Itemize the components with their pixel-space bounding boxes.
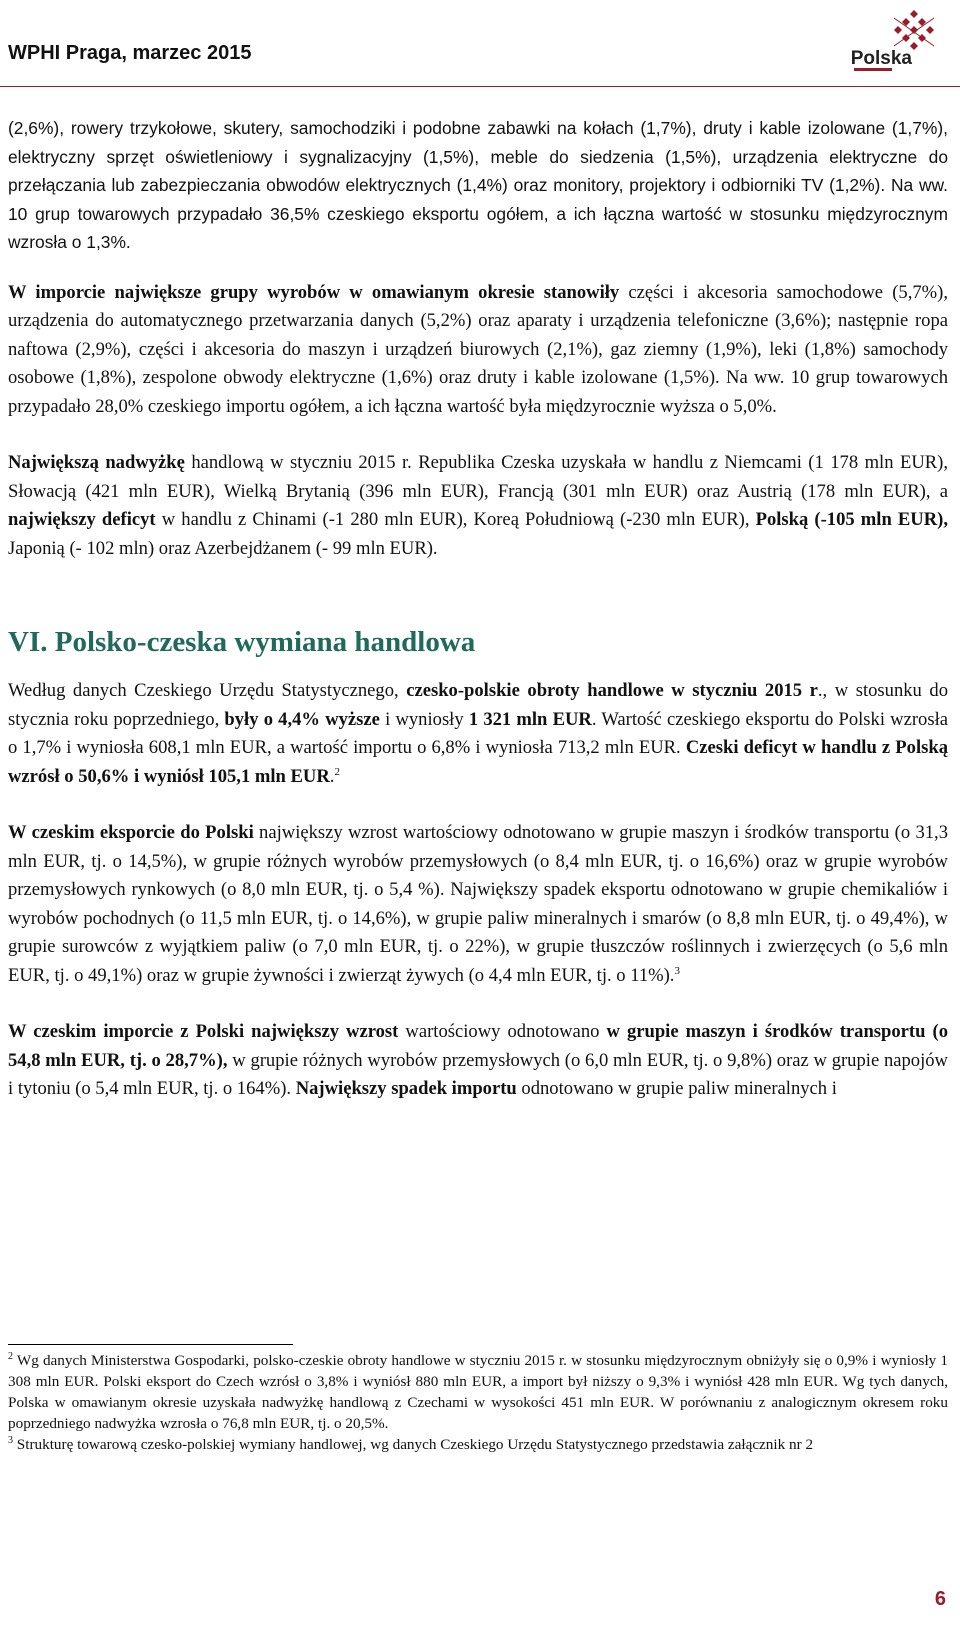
footnotes [8, 1350, 948, 1455]
header-title: WPHI Praga, marzec 2015 [8, 42, 252, 64]
paragraph-2-bold: W imporcie największe grupy wyrobów w omawianym okresie stanowiły [8, 281, 620, 303]
p5-bold-1: W czeskim eksporcie do Polski [8, 822, 254, 843]
footnote-3 [8, 1434, 948, 1455]
page-header [0, 0, 960, 88]
section-heading: VI. Polsko-czeska wymiana handlowa [8, 626, 476, 658]
paragraph-1: (2,6%), rowery trzykołowe, skutery, samochodziki i podobne zabawki na kołach (1,7%), druty i kable izolowane (1,7%), elektryczny sprzęt oświetleniowy i sygnalizacyjny (1,5%), meble do siedzenia (1,5%), urządzenia elektryczne do przełączania lub zabezpieczania obwodów elektrycznych (1,4%) oraz monitory, projektory i odbiorniki TV (1,2%). Na ww. 10 grup towarowych przypadało 36,5% czeskiego eksportu ogółem, a ich łączna wartość w stosunku międzyrocznym wzrosła o 1,3%. [8, 118, 948, 252]
p3-text-3: Japonią (- 102 mln) oraz Azerbejdżanem (- 99 mln EUR). [8, 537, 438, 559]
p5-text-1: największy wzrost wartościowy odnotowano w grupie maszyn i środków transportu (o 31,3 mln EUR, tj. o 14,5%), w grupie różnych wyrobów przemysłowych (o 8,4 mln EUR, tj. o 16,6%) oraz w grupie wyrobów przemysłowych rynkowych (o 8,0 mln EUR, tj. o 5,4 %). Największy spadek eksportu odnotowano w grupie chemikaliów i wyrobów pochodnych (o 11,5 mln EUR, tj. o 14,6%), w grupie paliw mineralnych i smarów (o 8,8 mln EUR, tj. o 49,4%), w grupie surowców z wyjątkiem paliw (o 7,0 mln EUR, tj. o 22%), w grupie tłuszczów roślinnych i zwierzęcych (o 5,6 mln EUR, tj. o 49,1%) oraz w grupie żywności i zwierząt żywych (o 4,4 mln EUR, tj. o 11%). [8, 822, 948, 986]
p4-text-4: . Wartość czeskiego eksportu do Polski wzrosła o 1,7% i wyniosła 608,1 mln EUR, a wartość importu o 6,8% i wyniosła 713,2 mln EUR. [8, 708, 949, 758]
p4-text-1: Według danych Czeskiego Urzędu Statystycznego, [8, 680, 407, 701]
footnote-2 [8, 1350, 948, 1434]
footnote-text: Strukturę towarową czesko-polskiej wymiany handlowej, wg danych Czeskiego Urzędu Statystycznego przedstawia załącznik nr 2 [13, 1436, 814, 1453]
footnote-number: 2 [8, 1350, 13, 1362]
p3-bold-3: Polską (-105 mln EUR), [755, 509, 949, 530]
paragraph-4 [8, 677, 948, 791]
paragraph-2 [8, 279, 948, 422]
p6-bold-1: W czeskim imporcie z Polski największy wzrost [8, 1021, 399, 1042]
page-number: 6 [934, 1588, 946, 1610]
footnote-text: Wg danych Ministerstwa Gospodarki, polsko-czeskie obroty handlowe w styczniu 2015 r. w stosunku międzyrocznym obniżyły się o 0,9% i wyniosły 1 308 mln EUR. Polski eksport do Czech wzrósł o 3,8% i wyniósł 880 mln EUR, a import był niższy o 9,3% i wyniósł 428 mln EUR. Wg tych danych, Polska w omawianym okresie uzyskała nadwyżkę handlową z Czechami w wysokości 451 mln EUR. W porównaniu z analogicznym okresem roku poprzedniego nadwyżka wzrosła o 76,8 mln EUR, tj. o 20,5%. [8, 1352, 948, 1432]
p6-bold-2: w grupie maszyn i środków transportu (o 54,8 mln EUR, tj. o 28,7%), [8, 1021, 949, 1071]
p4-bold-3: 1 321 mln EUR [468, 708, 592, 730]
p4-text-5: . [329, 765, 335, 787]
p4-text-3: i wyniosły [379, 708, 469, 730]
p6-text-1: wartościowy odnotowano [398, 1021, 607, 1042]
footnote-number: 3 [8, 1434, 13, 1446]
p4-bold-4: Czeski deficyt w handlu z Polską wzrósł o 50,6% i wyniósł 105,1 mln EUR [8, 737, 948, 787]
p4-text-2: ., w stosunku do stycznia roku poprzedniego, [8, 680, 949, 730]
footnote-divider [8, 1344, 293, 1345]
p6-text-3: odnotowano w grupie paliw mineralnych i [516, 1078, 837, 1099]
footnote-ref-3[interactable]: 3 [674, 964, 680, 977]
p6-bold-3: Największy spadek importu [295, 1078, 517, 1099]
paragraph-2-text: części i akcesoria samochodowe (5,7%), urządzenia do automatycznego przetwarzania danych (5,2%) oraz aparaty i urządzenia telefoniczne (3,6%); następnie ropa naftowa (2,9%), części i akcesoria do maszyn i urządzeń biurowych (2,1%), gaz ziemny (1,9%), leki (1,8%) samochody osobowe (1,8%), zespolone obwody elektryczne (1,6%) oraz druty i kable izolowane (1,5%). Na ww. 10 grup towarowych przypadało 28,0% czeskiego importu ogółem, a ich łączna wartość była międzyrocznie wyższa o 5,0%. [8, 281, 948, 417]
p3-text-2: w handlu z Chinami (-1 280 mln EUR), Koreą Południową (-230 mln EUR), [155, 509, 756, 530]
p4-bold-2: były o 4,4% wyższe [224, 708, 380, 730]
logo-text: Polska [850, 48, 912, 69]
p3-bold-1: Największą nadwyżkę [8, 452, 185, 473]
footnote-ref-2[interactable]: 2 [334, 765, 340, 778]
document-body [8, 114, 948, 1132]
paragraph-6 [8, 1018, 948, 1104]
p6-text-2: w grupie różnych wyrobów przemysłowych (o 6,0 mln EUR, tj. o 9,8%) oraz w grupie napojów i tytoniu (o 5,4 mln EUR, tj. o 164%). [8, 1049, 948, 1099]
p3-bold-2: największy deficyt [8, 509, 156, 530]
p3-text-1: handlową w styczniu 2015 r. Republika Czeska uzyskała w handlu z Niemcami (1 178 mln EUR), Słowacją (421 mln EUR), Wielką Brytanią (396 mln EUR), Francją (301 mln EUR) oraz Austrią (178 mln EUR), a [8, 452, 948, 502]
paragraph-5 [8, 819, 948, 990]
p4-bold-1: czesko-polskie obroty handlowe w styczniu 2015 r [406, 680, 818, 701]
header-divider [0, 86, 960, 87]
paragraph-3 [8, 449, 948, 563]
